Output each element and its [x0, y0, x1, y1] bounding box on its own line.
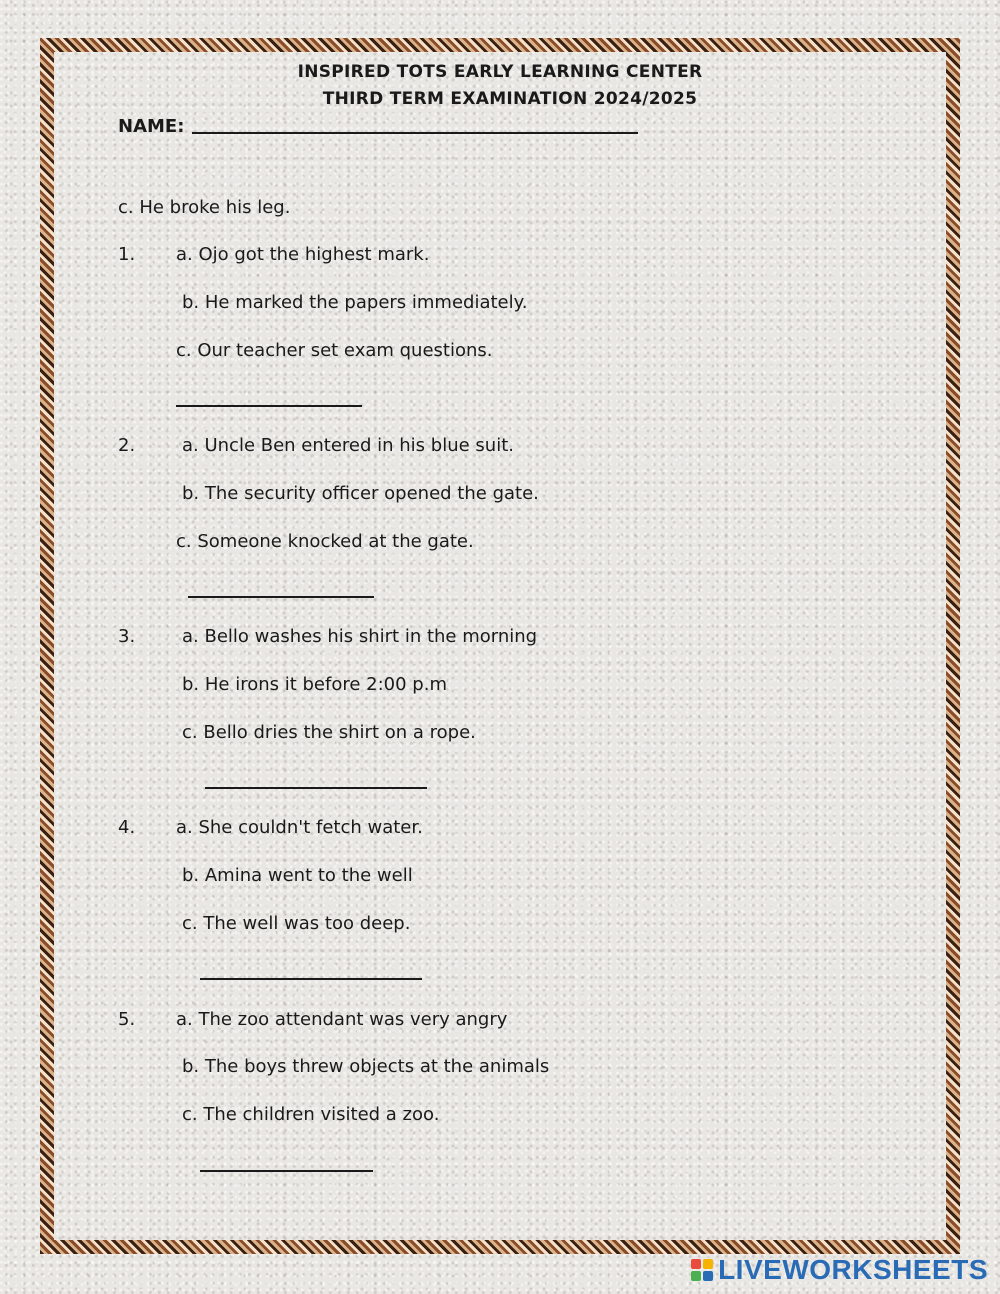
logo-square: [703, 1259, 713, 1269]
answer-line[interactable]: [200, 978, 422, 980]
option-b: b. He irons it before 2:00 p.m: [182, 674, 447, 695]
option-b: b. Amina went to the well: [182, 865, 413, 886]
option-c: c. Bello dries the shirt on a rope.: [182, 722, 476, 743]
option-a: a. The zoo attendant was very angry: [176, 1009, 508, 1030]
option-c: c. The children visited a zoo.: [182, 1104, 440, 1125]
intro-sentence: c. He broke his leg.: [118, 197, 291, 218]
name-row: [118, 116, 638, 137]
question-number: 4.: [118, 817, 136, 838]
option-c: c. The well was too deep.: [182, 913, 411, 934]
option-a: a. Bello washes his shirt in the morning: [182, 626, 538, 647]
option-a: a. Ojo got the highest mark.: [176, 244, 430, 265]
logo-square: [691, 1259, 701, 1269]
option-a: a. She couldn't fetch water.: [176, 817, 423, 838]
answer-line[interactable]: [200, 1170, 373, 1172]
question-number: 3.: [118, 626, 136, 647]
answer-line[interactable]: [188, 596, 374, 598]
liveworksheets-logo-icon: [691, 1259, 713, 1281]
option-b: b. He marked the papers immediately.: [182, 292, 528, 313]
option-c: c. Our teacher set exam questions.: [176, 340, 493, 361]
option-b: b. The boys threw objects at the animals: [182, 1056, 550, 1077]
watermark-text: LIVEWORKSHEETS: [718, 1254, 988, 1285]
question-number: 5.: [118, 1009, 136, 1030]
logo-square: [691, 1271, 701, 1281]
logo-square: [703, 1271, 713, 1281]
liveworksheets-watermark: [691, 1254, 988, 1286]
option-c: c. Someone knocked at the gate.: [176, 531, 474, 552]
option-a: a. Uncle Ben entered in his blue suit.: [182, 435, 514, 456]
answer-line[interactable]: [176, 405, 362, 407]
question-number: 1.: [118, 244, 136, 265]
name-label: NAME:: [118, 116, 185, 137]
option-b: b. The security officer opened the gate.: [182, 483, 539, 504]
answer-line[interactable]: [205, 787, 427, 789]
exam-title: THIRD TERM EXAMINATION 2024/2025: [322, 89, 698, 109]
school-name: INSPIRED TOTS EARLY LEARNING CENTER: [297, 62, 703, 82]
question-number: 2.: [118, 435, 136, 456]
name-answer-line[interactable]: [192, 132, 638, 134]
